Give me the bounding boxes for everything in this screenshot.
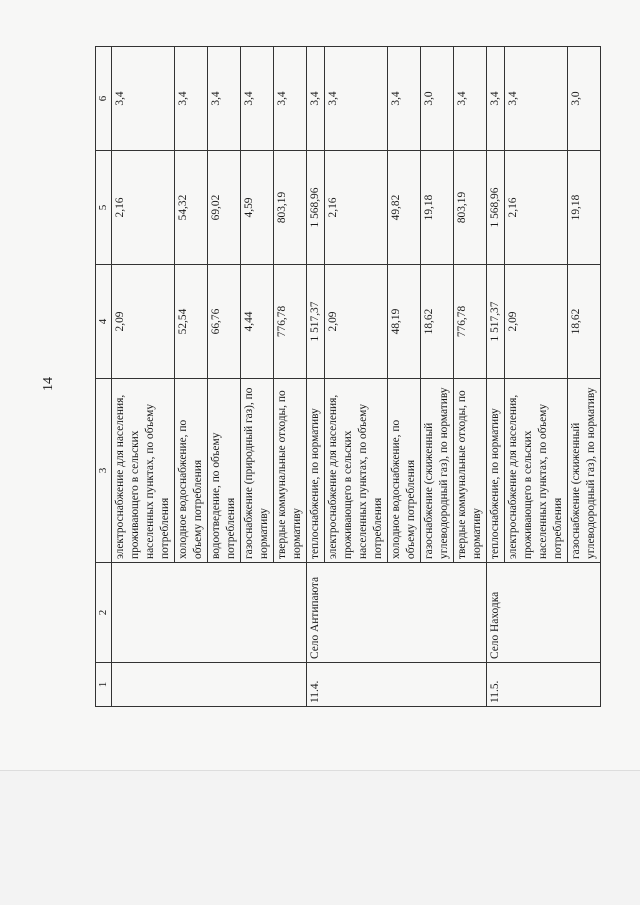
index-cell: 3,0 (421, 47, 454, 151)
index-cell: 3,4 (388, 47, 421, 151)
table-row (487, 47, 505, 707)
tariff-next-cell: 1 568,96 (487, 151, 505, 265)
service-cell: электроснабжение для населения, проживающего в сельских населенных пунктах, по объему потребления (112, 379, 175, 563)
tariff-next-cell: 2,16 (505, 151, 568, 265)
tariff-current-cell: 1 517,37 (307, 265, 325, 379)
index-cell: 3,4 (274, 47, 307, 151)
tariff-next-cell: 19,18 (568, 151, 601, 265)
index-cell: 3,4 (487, 47, 505, 151)
tariff-next-cell: 803,19 (454, 151, 487, 265)
tariff-next-cell: 19,18 (421, 151, 454, 265)
rotated-table-container (95, 47, 599, 707)
tariff-next-cell: 2,16 (112, 151, 175, 265)
service-cell: теплоснабжение, по нормативу (487, 379, 505, 563)
service-cell: электроснабжение для населения, проживающего в сельских населенных пунктах, по объему потребления (325, 379, 388, 563)
index-cell: 3,0 (568, 47, 601, 151)
service-cell: твердые коммунальные отходы, по нормативу (274, 379, 307, 563)
service-cell: теплоснабжение, по нормативу (307, 379, 325, 563)
table-body (96, 47, 601, 707)
header-cell: 1 (96, 663, 112, 707)
service-cell: холодное водоснабжение, по объему потребления (175, 379, 208, 563)
service-cell: твердые коммунальные отходы, по нормативу (454, 379, 487, 563)
settlement-name (112, 563, 307, 663)
tariff-table (95, 46, 601, 707)
index-cell: 3,4 (175, 47, 208, 151)
header-cell: 2 (96, 563, 112, 663)
settlement-name: Село Антипаюта (307, 563, 487, 663)
service-cell: газоснабжение (сжиженный углеводородный газ), по нормативу (568, 379, 601, 563)
header-cell: 6 (96, 47, 112, 151)
index-cell: 3,4 (325, 47, 388, 151)
tariff-next-cell: 69,02 (208, 151, 241, 265)
tariff-current-cell: 48,19 (388, 265, 421, 379)
service-cell: газоснабжение (природный газ), по нормативу (241, 379, 274, 563)
tariff-current-cell: 776,78 (274, 265, 307, 379)
index-cell: 3,4 (307, 47, 325, 151)
tariff-next-cell: 1 568,96 (307, 151, 325, 265)
table-row (307, 47, 325, 707)
tariff-next-cell: 803,19 (274, 151, 307, 265)
service-cell: газоснабжение (сжиженный углеводородный газ), по нормативу (421, 379, 454, 563)
tariff-current-cell: 52,54 (175, 265, 208, 379)
row-code: 11.5. (487, 663, 601, 707)
tariff-current-cell: 66,76 (208, 265, 241, 379)
index-cell: 3,4 (505, 47, 568, 151)
tariff-current-cell: 18,62 (568, 265, 601, 379)
tariff-current-cell: 1 517,37 (487, 265, 505, 379)
tariff-current-cell: 776,78 (454, 265, 487, 379)
tariff-next-cell: 54,32 (175, 151, 208, 265)
service-cell: электроснабжение для населения, проживающего в сельских населенных пунктах, по объему потребления (505, 379, 568, 563)
service-cell: холодное водоснабжение, по объему потребления (388, 379, 421, 563)
page-number: 14 (41, 377, 56, 391)
tariff-next-cell: 2,16 (325, 151, 388, 265)
index-cell: 3,4 (112, 47, 175, 151)
row-code: 11.4. (307, 663, 487, 707)
tariff-next-cell: 4,59 (241, 151, 274, 265)
tariff-current-cell: 18,62 (421, 265, 454, 379)
header-cell: 5 (96, 151, 112, 265)
header-cell: 3 (96, 379, 112, 563)
index-cell: 3,4 (241, 47, 274, 151)
row-code (112, 663, 307, 707)
index-cell: 3,4 (208, 47, 241, 151)
tariff-next-cell: 49,82 (388, 151, 421, 265)
header-cell: 4 (96, 265, 112, 379)
tariff-current-cell: 2,09 (505, 265, 568, 379)
tariff-current-cell: 2,09 (112, 265, 175, 379)
service-cell: водоотведение, по объему потребления (208, 379, 241, 563)
index-cell: 3,4 (454, 47, 487, 151)
tariff-current-cell: 2,09 (325, 265, 388, 379)
settlement-name: Село Находка (487, 563, 601, 663)
header-row (96, 47, 112, 707)
table-row (112, 47, 175, 707)
tariff-current-cell: 4,44 (241, 265, 274, 379)
